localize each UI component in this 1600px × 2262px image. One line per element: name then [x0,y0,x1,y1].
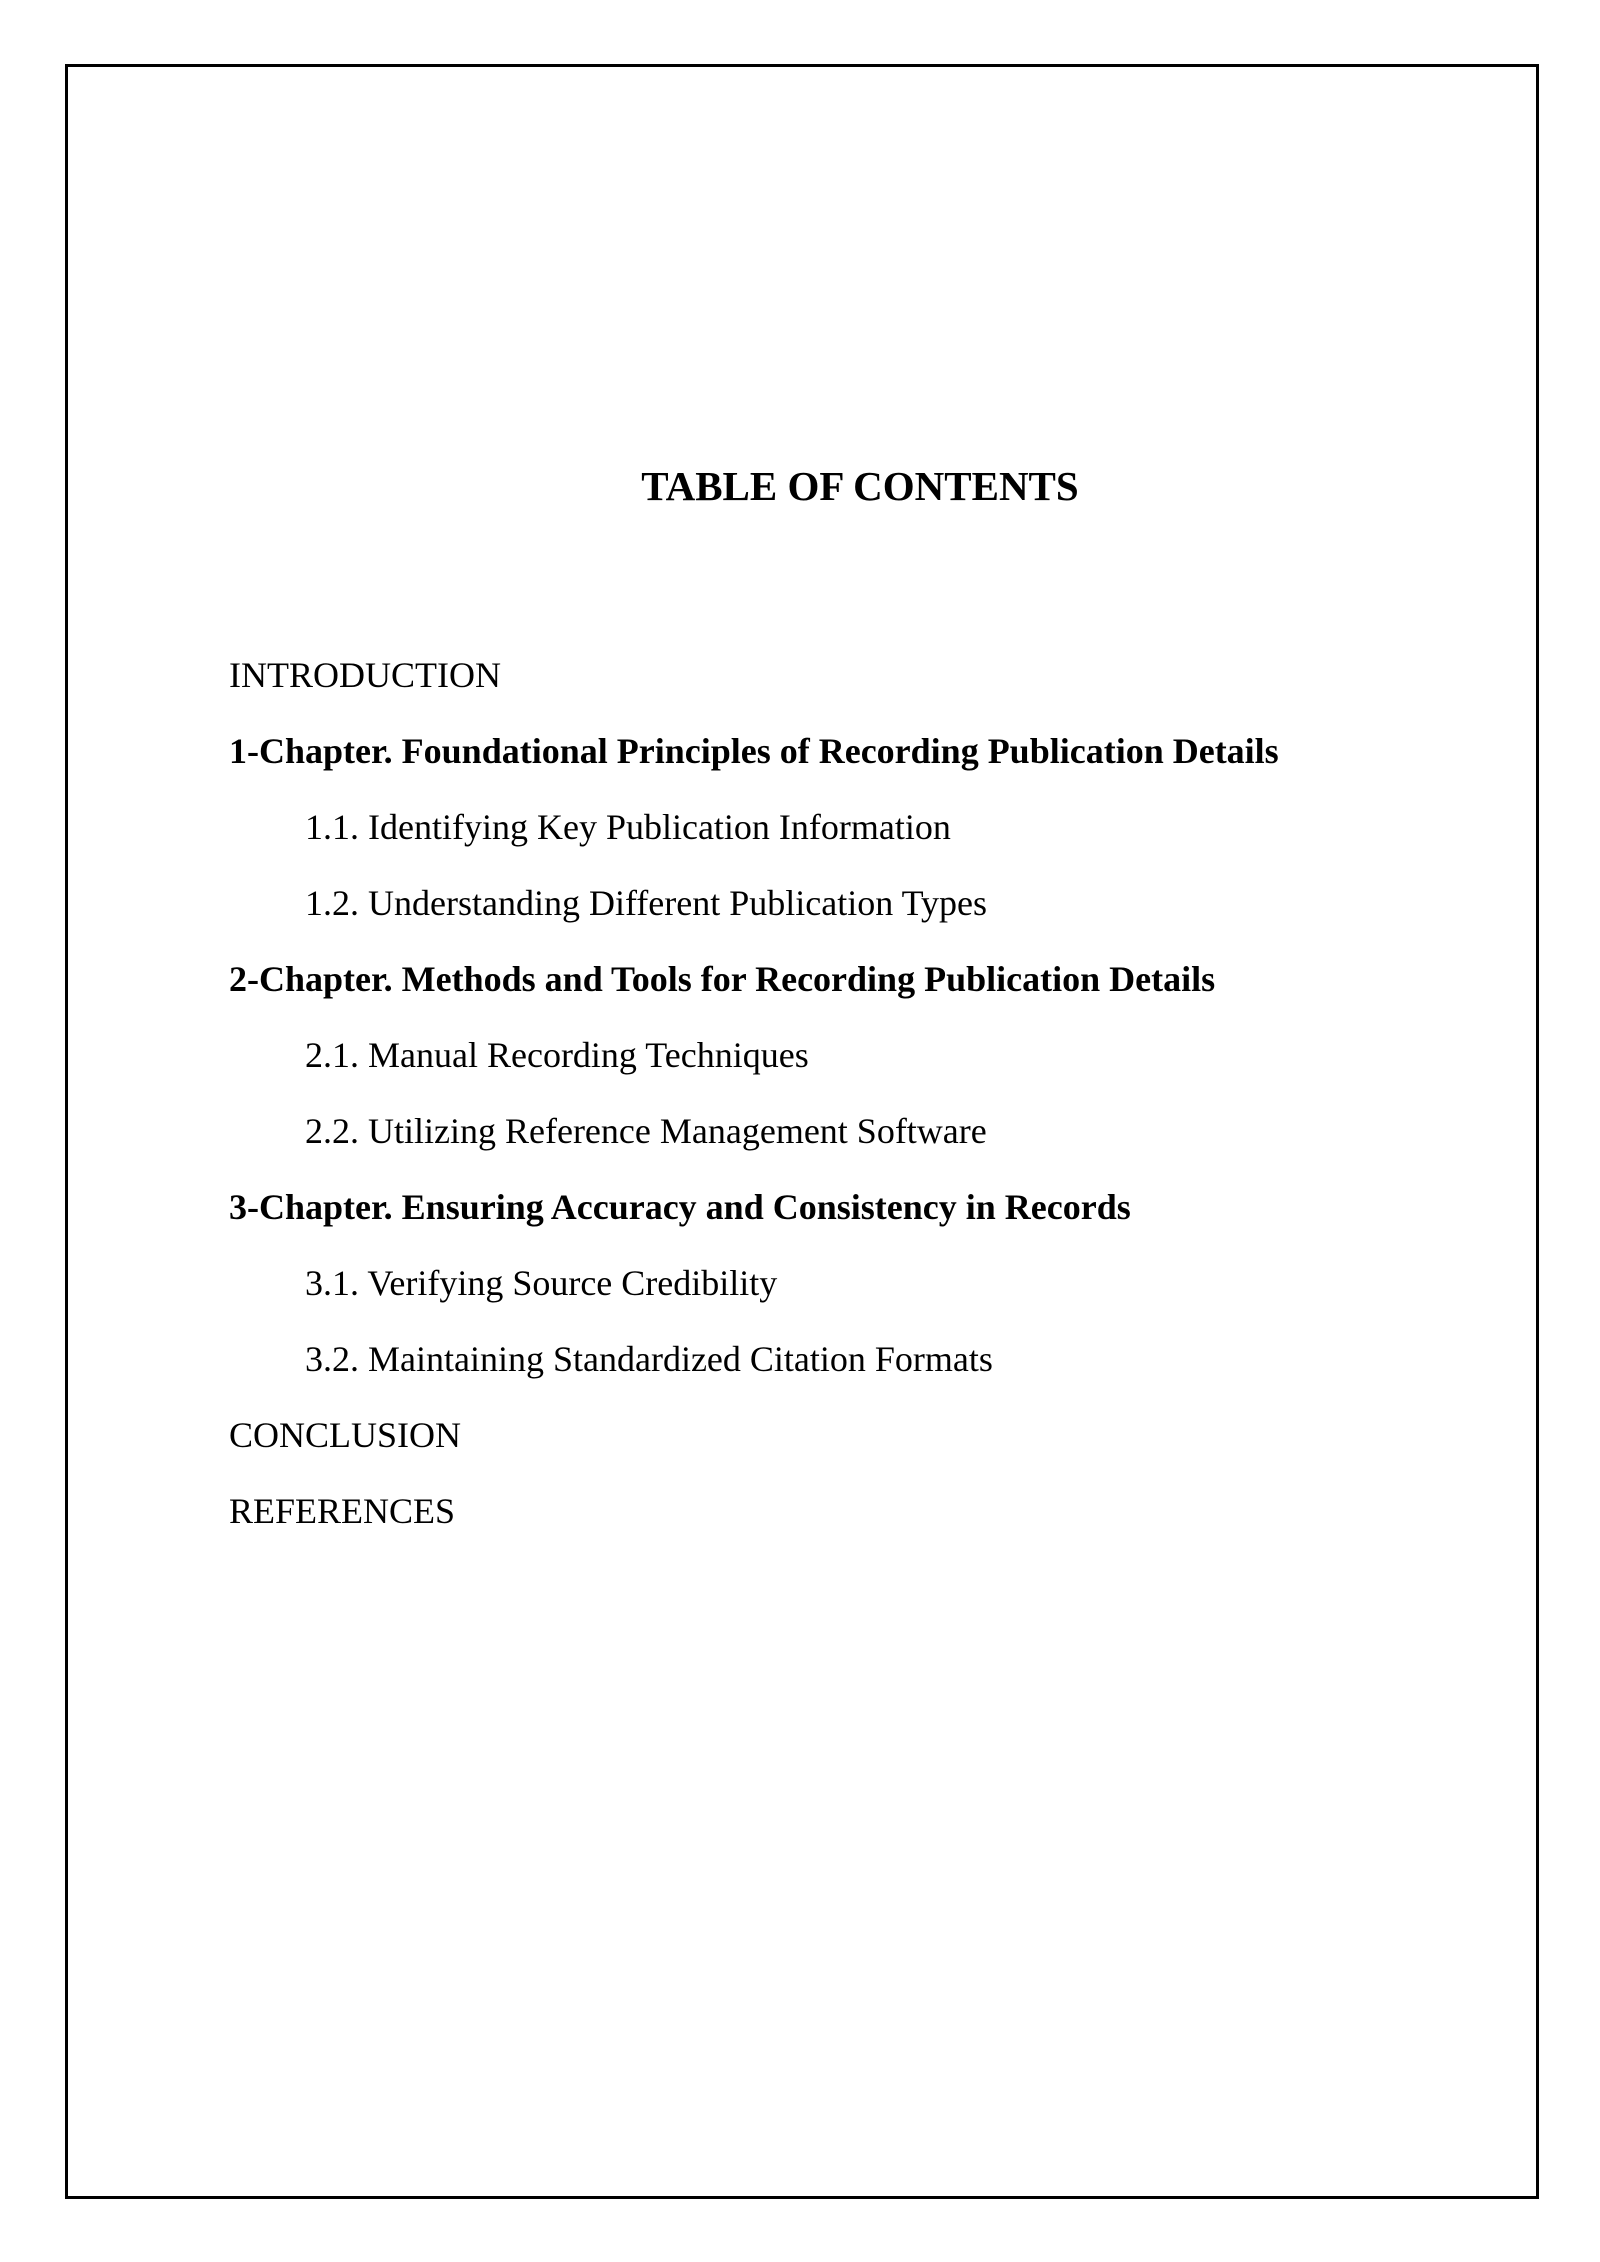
toc-section-3-2: 3.2. Maintaining Standardized Citation Formats [305,1339,993,1379]
toc-entry-references: REFERENCES [229,1491,456,1531]
toc-section-3-1: 3.1. Verifying Source Credibility [305,1263,778,1303]
toc-section-1-2: 1.2. Understanding Different Publication Types [305,883,988,923]
toc-entry-conclusion: CONCLUSION [229,1415,462,1455]
toc-section-2-2: 2.2. Utilizing Reference Management Software [305,1111,987,1151]
toc-section-1-1: 1.1. Identifying Key Publication Information [305,807,951,847]
page-title: TABLE OF CONTENTS [641,463,1079,509]
toc-section-2-1: 2.1. Manual Recording Techniques [305,1035,809,1075]
toc-chapter-2: 2-Chapter. Methods and Tools for Recording Publication Details [229,959,1216,999]
toc-entry-introduction: INTRODUCTION [229,655,501,695]
toc-list [229,637,1489,1549]
toc-chapter-3: 3-Chapter. Ensuring Accuracy and Consistency in Records [229,1187,1131,1227]
toc-chapter-1: 1-Chapter. Foundational Principles of Recording Publication Details [229,731,1279,771]
